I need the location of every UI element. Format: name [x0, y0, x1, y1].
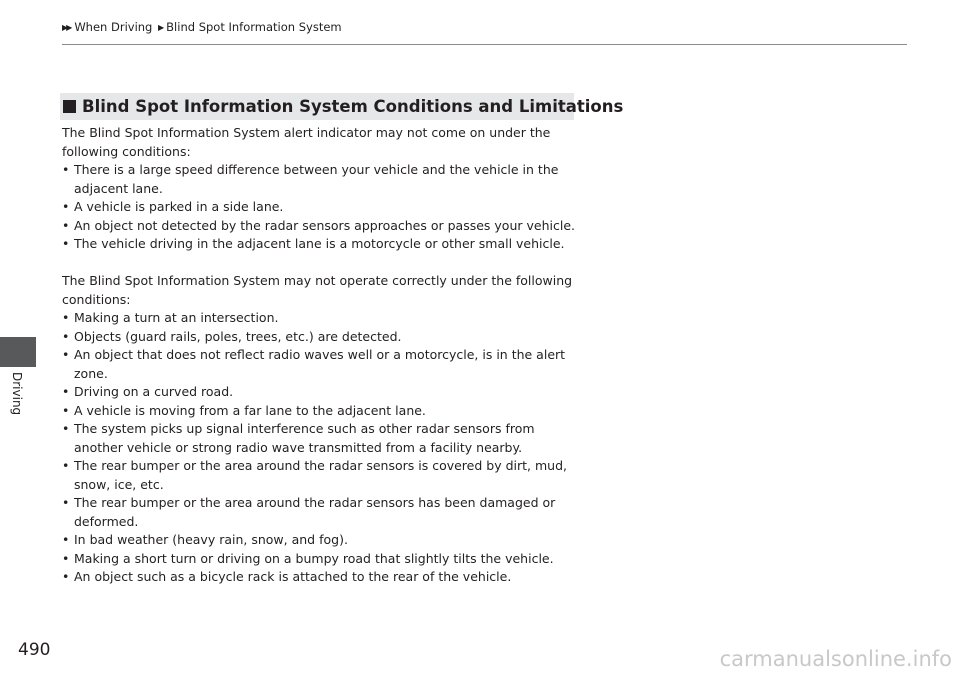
bullet-icon: • — [62, 310, 70, 325]
intro-paragraph: The Blind Spot Information System may not operate correctly under the following conditions: — [62, 273, 573, 307]
list-item: • The rear bumper or the area around the radar sensors has been damaged or deformed. — [62, 495, 556, 529]
list-item: • The system picks up signal interference such as other radar sensors from another vehicle or strong radio wave transmitted from a facility nearby. — [62, 421, 535, 455]
alert-limitations-list — [62, 161, 582, 254]
chapter-label: Driving — [10, 372, 24, 416]
list-item: • The rear bumper or the area around the radar sensors is covered by dirt, mud, snow, ice, etc. — [62, 458, 567, 492]
bullet-icon: • — [62, 550, 70, 566]
bullet-icon: • — [62, 162, 70, 177]
breadcrumb-item[interactable]: When Driving — [74, 20, 153, 34]
list-item: • A vehicle is moving from a far lane to the adjacent lane. — [62, 402, 582, 421]
bullet-icon: • — [62, 384, 70, 399]
section-header — [60, 93, 624, 120]
list-item: • An object that does not reflect radio waves well or a motorcycle, is in the alert zone. — [62, 347, 566, 381]
list-item: • An object not detected by the radar sensors approaches or passes your vehicle. — [62, 217, 582, 236]
bullet-icon: • — [62, 199, 70, 214]
list-item: • The vehicle driving in the adjacent lane is a motorcycle or other small vehicle. — [62, 235, 582, 254]
watermark: carmanualsonline.info — [719, 647, 952, 671]
bullet-icon: • — [62, 347, 70, 362]
bullet-icon: • — [62, 532, 70, 547]
list-item: • There is a large speed difference between your vehicle and the vehicle in the adjacent lane. — [62, 162, 559, 196]
bullet-icon: • — [62, 458, 70, 473]
section-title: Blind Spot Information System Conditions and Limitations — [82, 97, 624, 116]
bullet-icon: • — [62, 569, 70, 584]
bullet-icon: • — [62, 421, 70, 436]
list-item: • A vehicle is parked in a side lane. — [62, 198, 582, 217]
bullet-icon: • — [62, 495, 70, 510]
bullet-icon: • — [62, 236, 70, 251]
list-item: • Making a turn at an intersection. — [62, 309, 582, 328]
operation-limitations-list — [62, 309, 582, 587]
header-divider — [62, 44, 907, 45]
list-item: • Driving on a curved road. — [62, 383, 582, 402]
page-number: 490 — [18, 640, 51, 660]
breadcrumb-arrow-icon: ▶▶ — [62, 23, 71, 32]
breadcrumb — [62, 20, 344, 34]
chapter-tab-marker — [0, 337, 36, 367]
section-body — [62, 124, 582, 587]
bullet-icon: • — [62, 402, 70, 418]
list-item: • Making a short turn or driving on a bumpy road that slightly tilts the vehicle. — [62, 550, 582, 569]
breadcrumb-arrow-icon: ▶ — [158, 23, 163, 32]
list-item: • An object such as a bicycle rack is attached to the rear of the vehicle. — [62, 568, 582, 587]
bullet-icon: • — [62, 328, 70, 344]
breadcrumb-item[interactable]: Blind Spot Information System — [166, 20, 342, 34]
bullet-icon: • — [62, 217, 70, 233]
square-bullet-icon — [63, 100, 76, 113]
list-item: • Objects (guard rails, poles, trees, etc.) are detected. — [62, 328, 582, 347]
list-item: • In bad weather (heavy rain, snow, and fog). — [62, 531, 582, 550]
intro-paragraph: The Blind Spot Information System alert indicator may not come on under the following conditions: — [62, 125, 551, 159]
